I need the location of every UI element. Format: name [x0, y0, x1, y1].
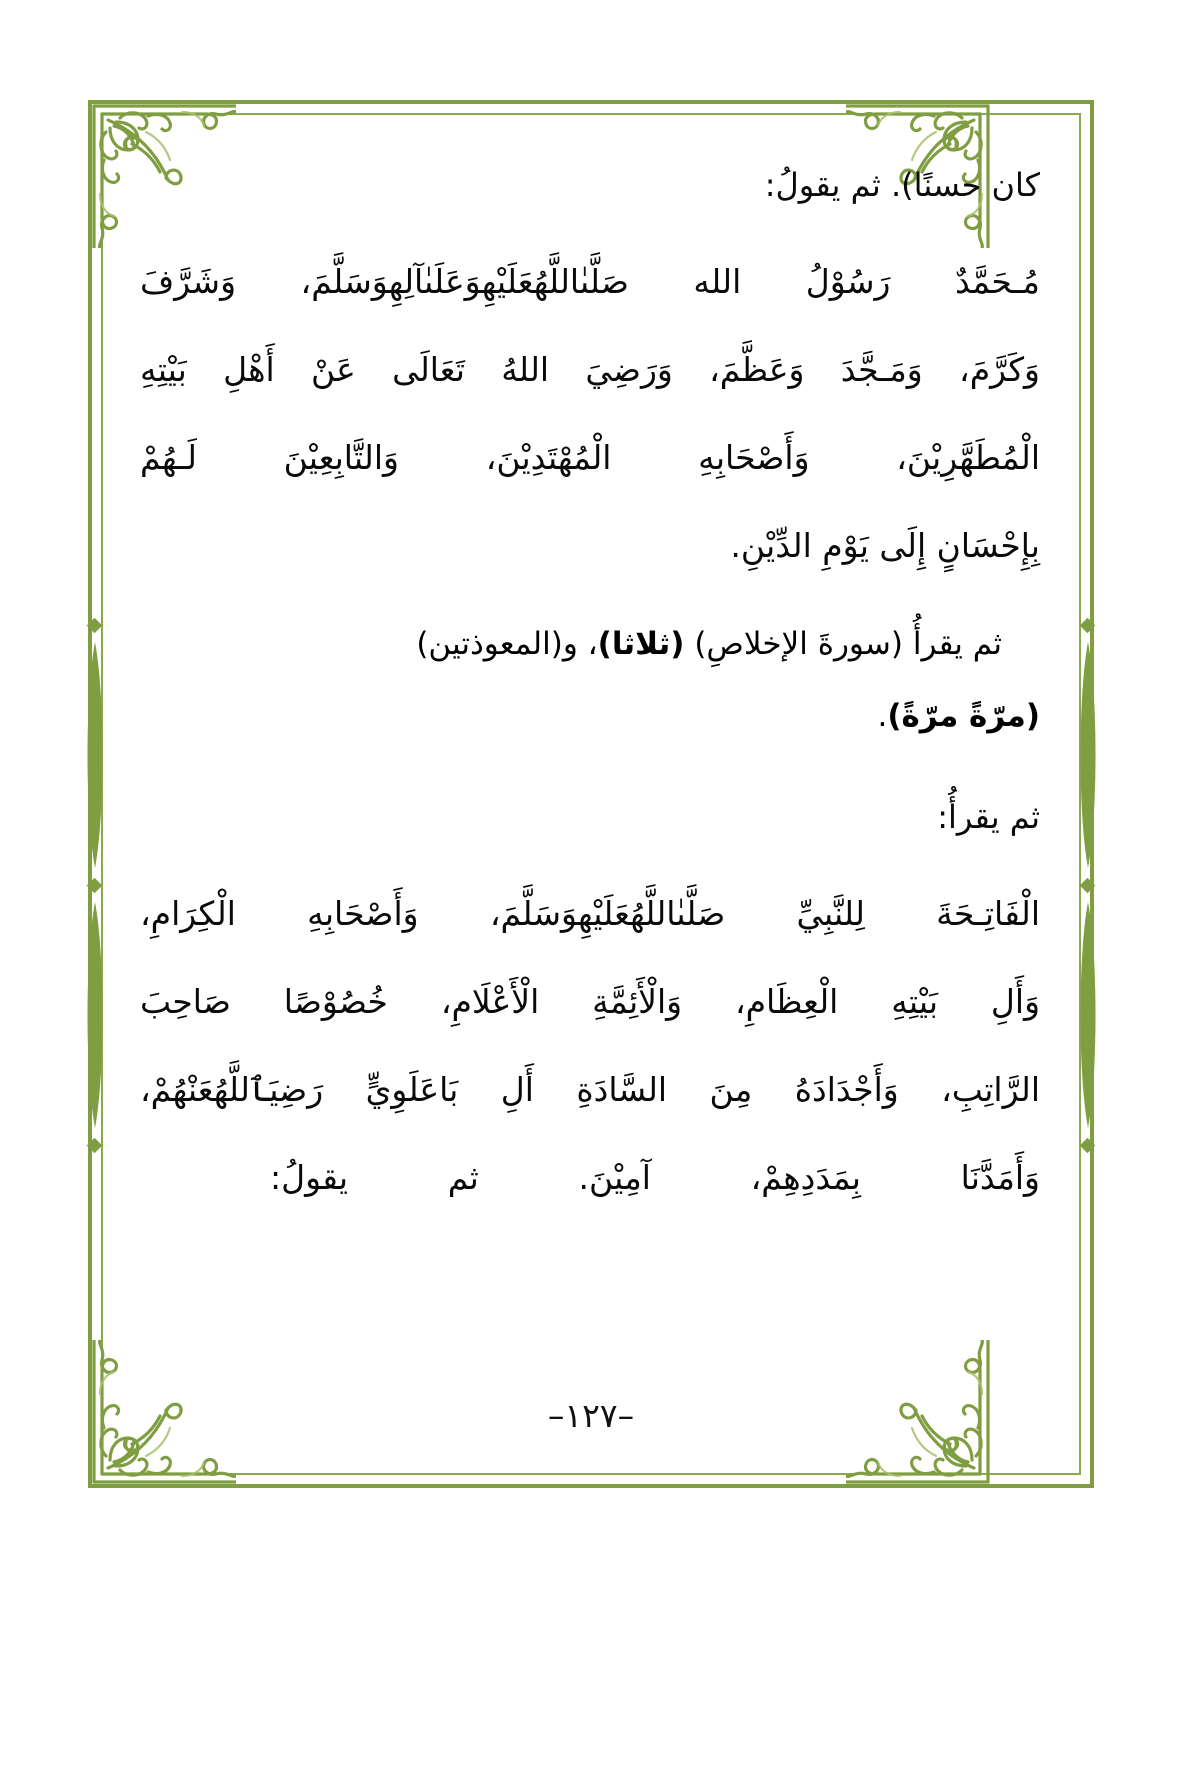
- spacer: [140, 590, 1040, 608]
- narration-one: [140, 608, 1040, 680]
- dua-one-line-4: بِإِحْسَانٍ إِلَى يَوْمِ الدِّيْنِ.: [730, 526, 1040, 565]
- narration-one-text-b: ، و(المعوذتين): [416, 626, 598, 662]
- narration-one-text-a: ثم يقرأُ (سورةَ الإخلاصِ): [684, 626, 1002, 662]
- spacer: [140, 220, 1040, 238]
- narration-two-period: .: [877, 698, 888, 734]
- text-line-continuation: كان حسنًا). ثم يقولُ:: [764, 166, 1040, 204]
- dua-one-line-2: وَكَرَّمَ، وَمَـجَّدَ وَعَظَّمَ، وَرَضِيَ اللهُ تَعَالَى عَنْ أَهْلِ بَيْتِهِ: [140, 350, 1040, 389]
- dua-passage-one: [140, 238, 1040, 590]
- dua-two-line-1: الْفَاتِـحَةَ لِلنَّبِيِّ صَلَّىٰاللَّهُعَلَيْهِوَسَلَّمَ، وَأَصْحَابِهِ الْكِرَامِ،: [140, 894, 1040, 933]
- dua-two-line-2: وَأَلِ بَيْتِهِ الْعِظَامِ، وَالْأَئِمَّةِ الْأَعْلَامِ، خُصُوْصًا صَاحِبَ: [140, 982, 1040, 1021]
- narration-one-emphasis: (ثلاثا): [597, 626, 685, 662]
- page-number: –١٢٧–: [547, 1396, 635, 1435]
- spacer: [140, 752, 1040, 782]
- page-text-body: [140, 150, 1040, 1440]
- dua-two-line-3: الرَّاتِبِ، وَأَجْدَادَهُ مِنَ السَّادَةِ أَلِ بَاعَلَوِيٍّ رَضِيَٱللَّهُعَنْهُمْ،: [140, 1070, 1040, 1109]
- spacer: [140, 852, 1040, 870]
- dua-passage-two: [140, 870, 1040, 1222]
- narration-two-emphasis: (مرّةً مرّةً): [887, 698, 1040, 734]
- dua-one-line-1: مُـحَمَّدٌ رَسُوْلُ الله صَلَّىٰاللَّهُعَلَيْهِوَعَلَىٰآلِهِوَسَلَّمَ، وَشَرَّفَ: [140, 262, 1040, 301]
- narration-two: [140, 680, 1040, 752]
- narration-three: ثم يقرأُ:: [937, 798, 1040, 836]
- dua-two-line-4: وَأَمَدَّنَا بِمَدَدِهِمْ، آمِيْنَ. ثم يقولُ:: [270, 1158, 1040, 1197]
- dua-one-line-3: الْمُطَهَّرِيْنَ، وَأَصْحَابِهِ الْمُهْتَدِيْنَ، وَالتَّابِعِيْنَ لَـهُمْ: [140, 438, 1040, 477]
